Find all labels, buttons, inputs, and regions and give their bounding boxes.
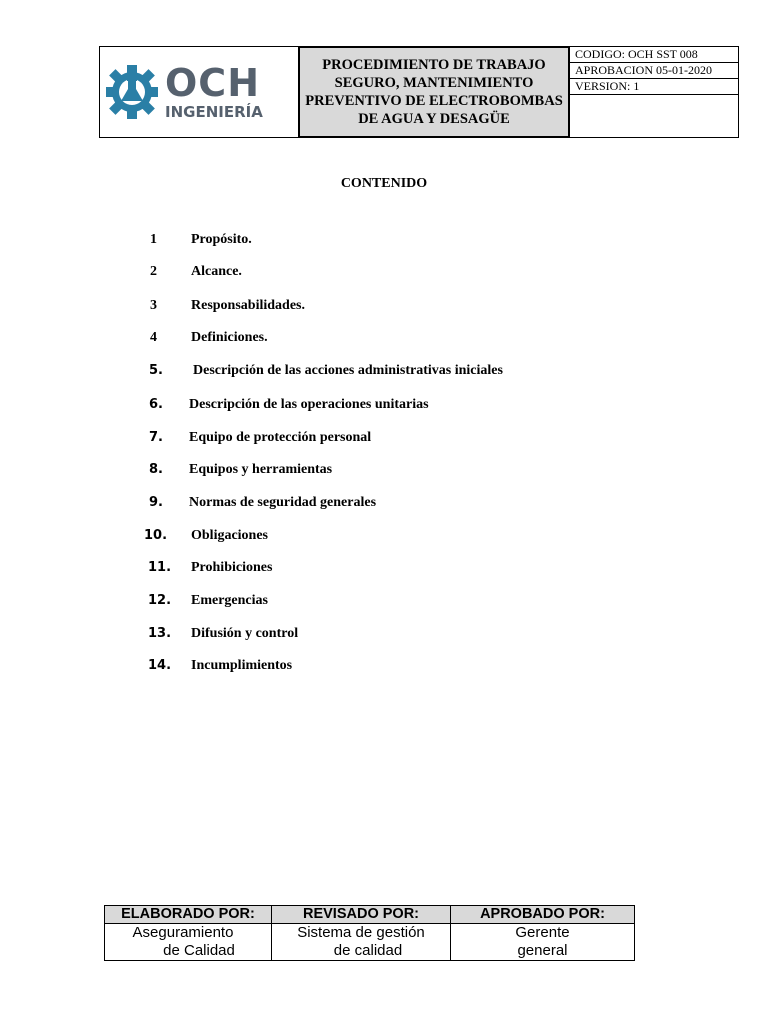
toc-label: Normas de seguridad generales bbox=[189, 495, 377, 510]
revisado-header: REVISADO POR: bbox=[272, 906, 451, 924]
toc-number: 8. bbox=[149, 462, 163, 477]
elaborado-line-1: Aseguramiento bbox=[132, 924, 234, 941]
toc-label: Prohibiciones bbox=[191, 560, 273, 575]
toc-number: 6. bbox=[149, 397, 163, 412]
toc-number: 7. bbox=[149, 430, 163, 445]
toc-label: Definiciones. bbox=[191, 330, 268, 345]
toc-label: Emergencias bbox=[191, 593, 268, 608]
company-logo bbox=[99, 46, 298, 138]
contenido-heading: CONTENIDO bbox=[340, 176, 428, 191]
toc-label: Alcance. bbox=[191, 264, 242, 279]
toc-label: Incumplimientos bbox=[191, 658, 293, 673]
aprobado-line-1: Gerente bbox=[515, 924, 570, 941]
elaborado-header: ELABORADO POR: bbox=[105, 906, 272, 924]
toc-label: Responsabilidades. bbox=[191, 298, 305, 313]
elaborado-line-2: de Calidad bbox=[163, 942, 235, 959]
toc-number: 5. bbox=[149, 363, 163, 378]
toc-number: 13. bbox=[148, 626, 172, 641]
toc-number: 12. bbox=[148, 593, 172, 608]
toc-number: 4 bbox=[150, 330, 157, 345]
toc-label: Propósito. bbox=[191, 232, 252, 247]
approval-table bbox=[104, 905, 635, 961]
toc-number: 14. bbox=[148, 658, 172, 673]
toc-number: 3 bbox=[150, 298, 157, 313]
codigo-field: CODIGO: OCH SST 008 bbox=[570, 47, 738, 63]
document-meta bbox=[570, 46, 739, 138]
document-title: PROCEDIMIENTO DE TRABAJO SEGURO, MANTENIMIENTO PREVENTIVO DE ELECTROBOMBAS DE AGUA Y DESAGÜE bbox=[298, 46, 570, 138]
toc-label: Descripción de las operaciones unitarias bbox=[189, 397, 429, 412]
revisado-line-1: Sistema de gestión bbox=[297, 924, 425, 941]
toc-label: Obligaciones bbox=[191, 528, 269, 543]
logo-brand: OCH bbox=[165, 61, 260, 105]
aprobado-line-2: general bbox=[517, 942, 568, 959]
toc-number: 9. bbox=[149, 495, 163, 510]
toc-label: Difusión y control bbox=[191, 626, 299, 641]
aprobacion-field: APROBACION 05-01-2020 bbox=[570, 63, 738, 79]
aprobado-header: APROBADO POR: bbox=[451, 906, 635, 924]
document-header bbox=[99, 46, 739, 138]
aprobado-value bbox=[451, 924, 635, 961]
revisado-value bbox=[272, 924, 451, 961]
revisado-line-2: de calidad bbox=[333, 942, 403, 959]
toc-number: 1 bbox=[150, 232, 157, 247]
toc-label: Descripción de las acciones administrativas iniciales bbox=[193, 363, 503, 378]
logo-subtitle: INGENIERÍA bbox=[165, 103, 263, 121]
toc-label: Equipo de protección personal bbox=[189, 430, 372, 445]
version-field: VERSION: 1 bbox=[570, 79, 738, 95]
gear-flask-icon bbox=[105, 61, 159, 123]
toc-label: Equipos y herramientas bbox=[189, 462, 333, 477]
meta-blank-cell bbox=[570, 95, 738, 137]
elaborado-value bbox=[105, 924, 272, 961]
toc-number: 11. bbox=[148, 560, 172, 575]
toc-number: 10. bbox=[144, 528, 168, 543]
toc-number: 2 bbox=[150, 264, 157, 279]
